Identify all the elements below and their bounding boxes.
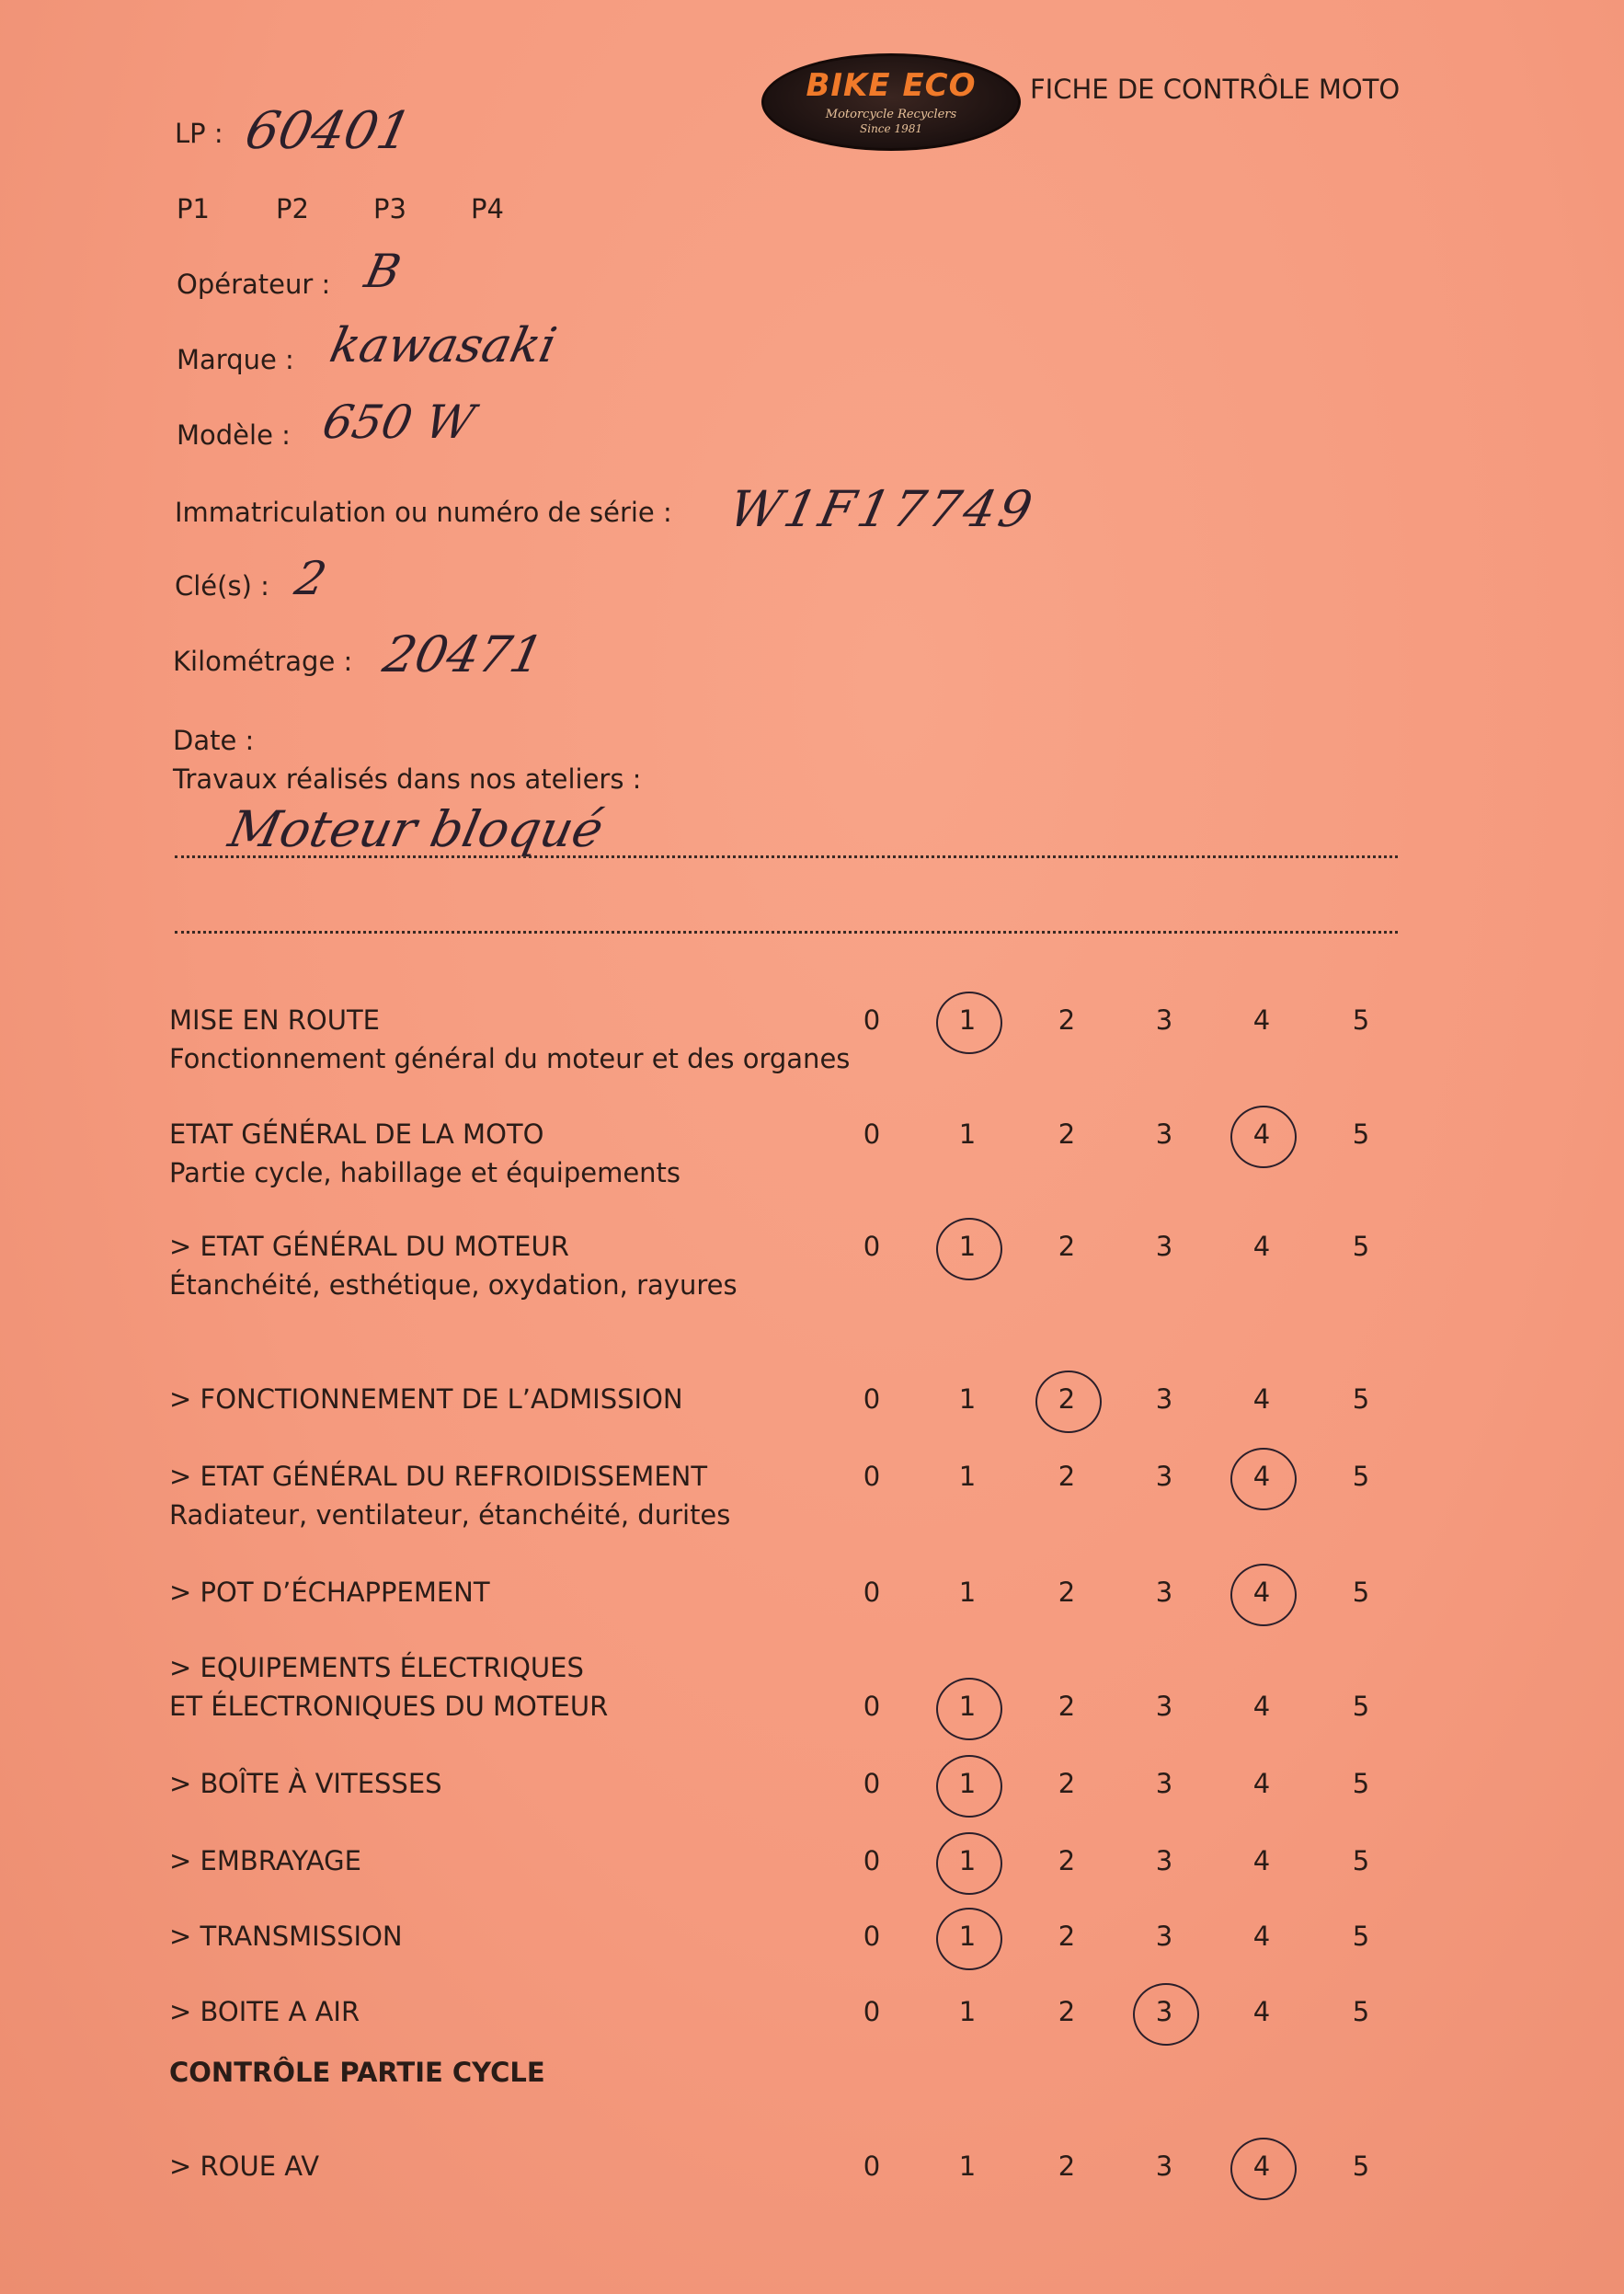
check-title: > EMBRAYAGE — [169, 1845, 361, 1876]
rating-option[interactable]: 5 — [1352, 1577, 1370, 1608]
rating-circle — [936, 1908, 1002, 1970]
check-subtitle: Étanchéité, esthétique, oxydation, rayures — [169, 1269, 738, 1301]
rating-option[interactable]: 4 — [1252, 1231, 1271, 1262]
rating-option[interactable]: 2 — [1058, 1768, 1076, 1799]
rating-circle — [936, 992, 1002, 1054]
lp-label: LP : — [175, 118, 223, 149]
rating-option[interactable]: 5 — [1352, 1461, 1370, 1492]
rating-option[interactable]: 5 — [1352, 1231, 1370, 1262]
rating-option[interactable]: 2 — [1058, 1461, 1076, 1492]
check-title: > EQUIPEMENTS ÉLECTRIQUES — [169, 1652, 584, 1683]
rating-option[interactable]: 0 — [863, 1996, 881, 2027]
cles-label: Clé(s) : — [175, 570, 269, 602]
rating-option[interactable]: 1 — [958, 1004, 977, 1036]
rating-option[interactable]: 2 — [1058, 1577, 1076, 1608]
rating-option[interactable]: 1 — [958, 1231, 977, 1262]
check-subtitle: Partie cycle, habillage et équipements — [169, 1157, 681, 1188]
rating-option[interactable]: 2 — [1058, 1118, 1076, 1150]
modele-value[interactable]: 650 W — [317, 396, 479, 449]
logo-subtitle: Motorcycle Recyclers — [825, 108, 957, 121]
rating-option[interactable]: 3 — [1155, 1577, 1173, 1608]
rating-option[interactable]: 5 — [1352, 1691, 1370, 1722]
rating-option[interactable]: 1 — [958, 1577, 977, 1608]
rating-circle — [1230, 1448, 1297, 1510]
logo-title: BIKE ECO — [806, 67, 977, 104]
rating-option[interactable]: 1 — [958, 1383, 977, 1415]
rating-option[interactable]: 5 — [1352, 1768, 1370, 1799]
rating-circle — [936, 1832, 1002, 1895]
rating-option[interactable]: 0 — [863, 2151, 881, 2182]
rating-option[interactable]: 0 — [863, 1577, 881, 1608]
rating-option[interactable]: 1 — [958, 1768, 977, 1799]
logo-since: Since 1981 — [860, 122, 922, 135]
rating-option[interactable]: 4 — [1252, 1996, 1271, 2027]
bike-eco-logo — [761, 53, 1021, 151]
rating-option[interactable]: 2 — [1058, 1921, 1076, 1952]
rating-option[interactable]: 1 — [958, 2151, 977, 2182]
immat-value[interactable]: W1F17749 — [724, 480, 1041, 538]
rating-option[interactable]: 0 — [863, 1118, 881, 1150]
check-title: MISE EN ROUTE — [169, 1004, 380, 1036]
rating-option[interactable]: 0 — [863, 1845, 881, 1876]
travaux-line-2 — [175, 931, 1398, 934]
rating-option[interactable]: 1 — [958, 1845, 977, 1876]
rating-option[interactable]: 1 — [958, 1118, 977, 1150]
rating-circle — [936, 1755, 1002, 1818]
check-title: > BOITE A AIR — [169, 1996, 360, 2027]
rating-option[interactable]: 3 — [1155, 1691, 1173, 1722]
rating-circle — [1230, 2138, 1297, 2200]
rating-option[interactable]: 3 — [1155, 1383, 1173, 1415]
travaux-label: Travaux réalisés dans nos ateliers : — [173, 763, 642, 795]
rating-option[interactable]: 1 — [958, 1996, 977, 2027]
check-title: > ETAT GÉNÉRAL DU MOTEUR — [169, 1231, 569, 1262]
rating-option[interactable]: 4 — [1252, 1845, 1271, 1876]
rating-option[interactable]: 3 — [1155, 1768, 1173, 1799]
rating-option[interactable]: 4 — [1252, 1768, 1271, 1799]
rating-option[interactable]: 4 — [1252, 1691, 1271, 1722]
check-title: > BOÎTE À VITESSES — [169, 1768, 442, 1799]
rating-option[interactable]: 3 — [1155, 1004, 1173, 1036]
rating-option[interactable]: 3 — [1155, 1118, 1173, 1150]
travaux-value[interactable]: Moteur bloqué — [223, 800, 609, 858]
section-cycle-title: CONTRÔLE PARTIE CYCLE — [169, 2057, 545, 2088]
rating-option[interactable]: 5 — [1352, 1118, 1370, 1150]
priority-p4[interactable]: P4 — [471, 193, 504, 224]
priority-p1[interactable]: P1 — [177, 193, 210, 224]
check-subtitle: ET ÉLECTRONIQUES DU MOTEUR — [169, 1691, 609, 1722]
rating-option[interactable]: 3 — [1155, 1921, 1173, 1952]
travaux-line-1 — [175, 855, 1398, 858]
rating-option[interactable]: 2 — [1058, 1996, 1076, 2027]
rating-option[interactable]: 2 — [1058, 1004, 1076, 1036]
rating-circle — [1133, 1983, 1199, 2046]
rating-option[interactable]: 3 — [1155, 2151, 1173, 2182]
check-subtitle: Fonctionnement général du moteur et des organes — [169, 1043, 851, 1074]
check-subtitle: Radiateur, ventilateur, étanchéité, durites — [169, 1499, 731, 1531]
marque-label: Marque : — [177, 344, 294, 375]
rating-circle — [1035, 1371, 1102, 1433]
rating-option[interactable]: 0 — [863, 1768, 881, 1799]
rating-option[interactable]: 3 — [1155, 1461, 1173, 1492]
modele-label: Modèle : — [177, 419, 291, 451]
rating-option[interactable]: 4 — [1252, 1118, 1271, 1150]
immat-label: Immatriculation ou numéro de série : — [175, 497, 672, 528]
rating-option[interactable]: 2 — [1058, 1231, 1076, 1262]
marque-value[interactable]: kawasaki — [325, 318, 562, 373]
cles-value[interactable]: 2 — [290, 552, 331, 605]
rating-option[interactable]: 5 — [1352, 1004, 1370, 1036]
priority-p3[interactable]: P3 — [373, 193, 406, 224]
rating-option[interactable]: 3 — [1155, 1996, 1173, 2027]
rating-option[interactable]: 5 — [1352, 1845, 1370, 1876]
rating-option[interactable]: 5 — [1352, 1921, 1370, 1952]
check-title: > ROUE AV — [169, 2151, 320, 2182]
rating-option[interactable]: 0 — [863, 1383, 881, 1415]
check-title: ETAT GÉNÉRAL DE LA MOTO — [169, 1118, 544, 1150]
date-label: Date : — [173, 725, 255, 756]
rating-option[interactable]: 4 — [1252, 1921, 1271, 1952]
rating-option[interactable]: 4 — [1252, 1577, 1271, 1608]
km-value[interactable]: 20471 — [378, 625, 549, 683]
rating-option[interactable]: 1 — [958, 1461, 977, 1492]
rating-circle — [1230, 1106, 1297, 1168]
rating-option[interactable]: 1 — [958, 1921, 977, 1952]
km-label: Kilométrage : — [173, 646, 353, 677]
check-title: > TRANSMISSION — [169, 1921, 403, 1952]
rating-option[interactable]: 2 — [1058, 1691, 1076, 1722]
rating-option[interactable]: 1 — [958, 1691, 977, 1722]
rating-option[interactable]: 0 — [863, 1004, 881, 1036]
rating-circle — [936, 1218, 1002, 1280]
operateur-value[interactable]: B — [360, 245, 406, 298]
rating-option[interactable]: 3 — [1155, 1845, 1173, 1876]
rating-option[interactable]: 4 — [1252, 1461, 1271, 1492]
rating-option[interactable]: 4 — [1252, 2151, 1271, 2182]
rating-option[interactable]: 0 — [863, 1231, 881, 1262]
check-title: > POT D’ÉCHAPPEMENT — [169, 1577, 490, 1608]
rating-option[interactable]: 2 — [1058, 2151, 1076, 2182]
rating-option[interactable]: 0 — [863, 1691, 881, 1722]
check-title: > ETAT GÉNÉRAL DU REFROIDISSEMENT — [169, 1461, 708, 1492]
rating-option[interactable]: 4 — [1252, 1004, 1271, 1036]
operateur-label: Opérateur : — [177, 269, 331, 300]
rating-option[interactable]: 5 — [1352, 1996, 1370, 2027]
lp-value[interactable]: 60401 — [240, 101, 417, 161]
priority-p2[interactable]: P2 — [276, 193, 309, 224]
form-title: FICHE DE CONTRÔLE MOTO — [1030, 74, 1401, 105]
rating-option[interactable]: 5 — [1352, 1383, 1370, 1415]
rating-option[interactable]: 3 — [1155, 1231, 1173, 1262]
rating-option[interactable]: 4 — [1252, 1383, 1271, 1415]
rating-option[interactable]: 0 — [863, 1921, 881, 1952]
rating-option[interactable]: 5 — [1352, 2151, 1370, 2182]
check-title: > FONCTIONNEMENT DE L’ADMISSION — [169, 1383, 683, 1415]
rating-circle — [936, 1678, 1002, 1740]
rating-option[interactable]: 2 — [1058, 1383, 1076, 1415]
rating-circle — [1230, 1564, 1297, 1626]
rating-option[interactable]: 0 — [863, 1461, 881, 1492]
rating-option[interactable]: 2 — [1058, 1845, 1076, 1876]
